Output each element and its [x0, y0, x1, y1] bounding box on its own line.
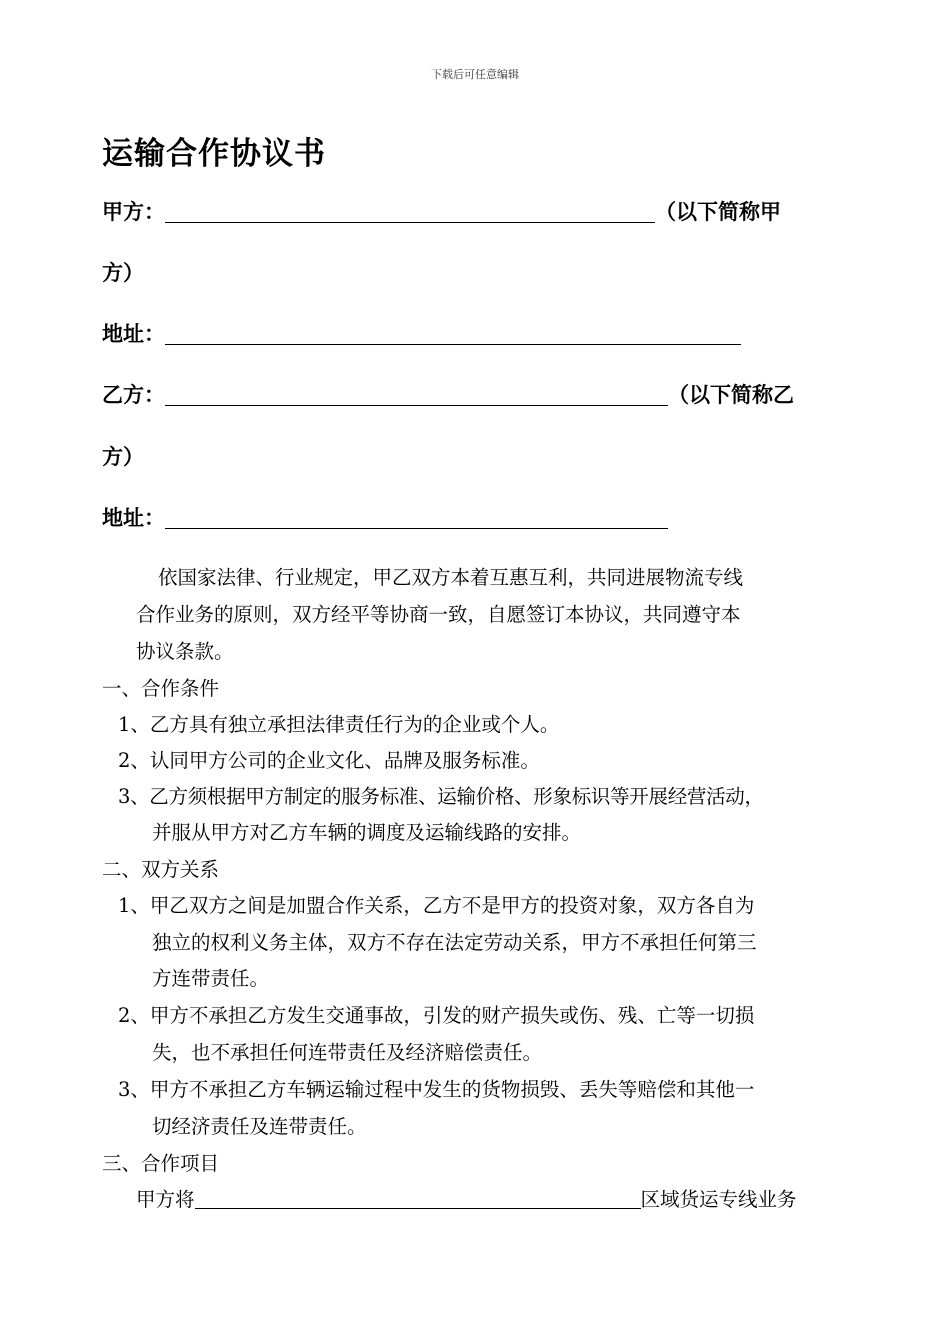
intro-line: 依国家法律、行业规定，甲乙双方本着互惠互利，共同进展物流专线: [158, 566, 744, 589]
section-heading: 二、双方关系: [102, 858, 220, 881]
clause-line: 3、乙方须根据甲方制定的服务标准、运输价格、形象标识等开展经营活动，: [118, 785, 764, 808]
section-heading: 三、合作项目: [102, 1152, 220, 1175]
header-note: 下载后可任意编辑: [431, 68, 519, 81]
project-line: [136, 1187, 797, 1213]
clause-line: 并服从甲方对乙方车辆的调度及运输线路的安排。: [152, 821, 582, 844]
project-suffix: 区域货运专线业务: [640, 1188, 797, 1211]
clause-line: 1、乙方具有独立承担法律责任行为的企业或个人。: [118, 713, 560, 736]
clause-line: 独立的权利义务主体，双方不存在法定劳动关系，甲方不承担任何第三: [152, 931, 757, 954]
clause-line: 切经济责任及连带责任。: [152, 1115, 367, 1138]
address-b-label: 地址：: [102, 506, 165, 530]
clause-line: 1、甲乙双方之间是加盟合作关系，乙方不是甲方的投资对象，双方各自为: [118, 894, 755, 917]
address-a-label: 地址：: [102, 322, 165, 346]
party-b-blank[interactable]: [165, 385, 668, 406]
address-b-blank[interactable]: [165, 508, 668, 529]
intro-line: 合作业务的原则，双方经平等协商一致，自愿签订本协议，共同遵守本: [136, 603, 741, 626]
party-b-label: 乙方：: [102, 383, 165, 407]
party-a-line: [102, 198, 781, 226]
section-heading: 一、合作条件: [102, 677, 220, 700]
clause-line: 2、甲方不承担乙方发生交通事故，引发的财产损失或伤、残、亡等一切损: [118, 1004, 755, 1027]
party-b-suffix: （以下简称乙: [668, 383, 794, 407]
clause-line: 3、甲方不承担乙方车辆运输过程中发生的货物损毁、丢失等赔偿和其他一: [118, 1078, 755, 1101]
intro-line: 协议条款。: [136, 640, 234, 663]
address-a-line: [102, 320, 741, 348]
clause-line: 方连带责任。: [152, 967, 270, 990]
clause-line: 2、认同甲方公司的企业文化、品牌及服务标准。: [118, 749, 540, 772]
party-a-wrap: 方）: [102, 261, 144, 285]
party-a-suffix: （以下简称甲: [655, 200, 781, 224]
document-title: 运输合作协议书: [102, 136, 326, 172]
party-a-label: 甲方：: [102, 200, 165, 224]
party-b-line: [102, 381, 794, 409]
clause-line: 失，也不承担任何连带责任及经济赔偿责任。: [152, 1041, 543, 1064]
party-a-blank[interactable]: [165, 202, 655, 223]
project-region-blank[interactable]: [195, 1190, 641, 1209]
party-b-wrap: 方）: [102, 445, 144, 469]
project-prefix: 甲方将: [136, 1188, 195, 1211]
address-b-line: [102, 504, 668, 532]
address-a-blank[interactable]: [165, 324, 741, 345]
